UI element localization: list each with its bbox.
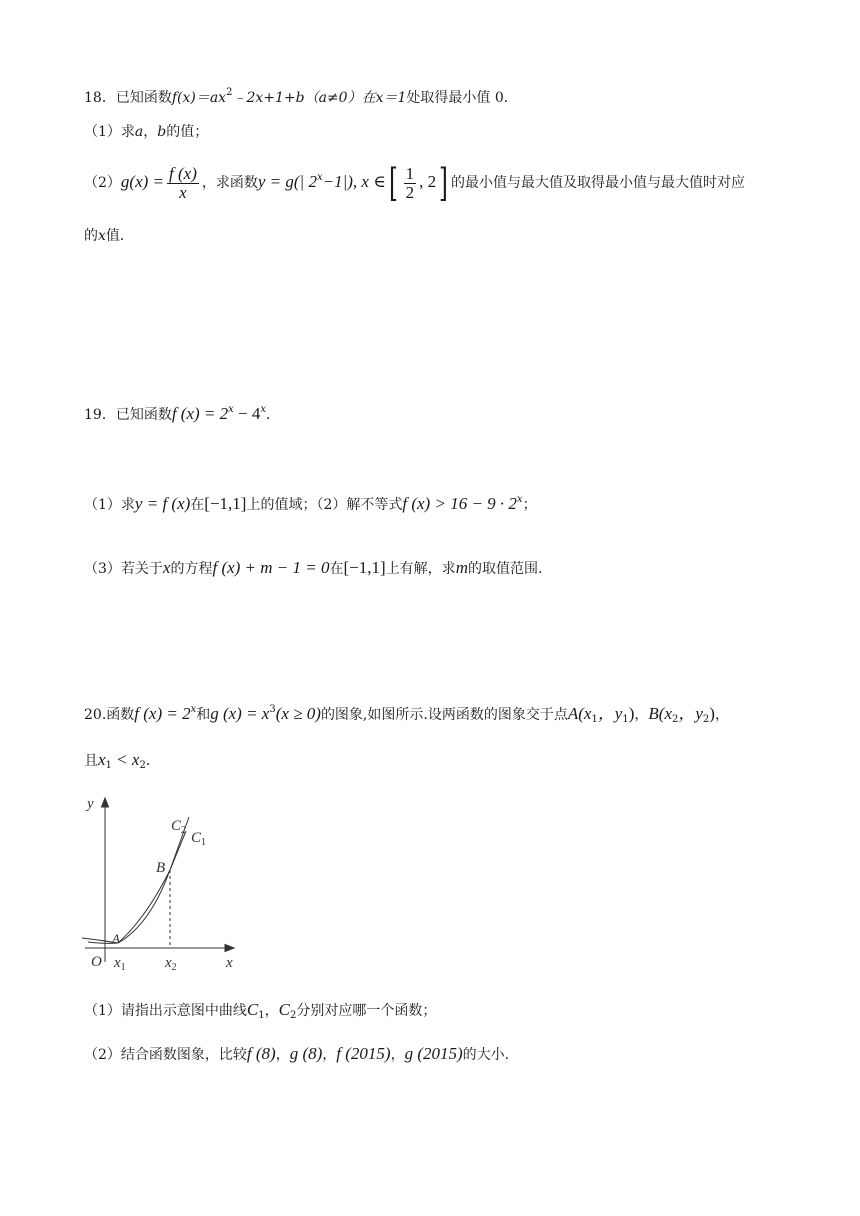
y-axis-arrow xyxy=(102,798,109,807)
q18-statement xyxy=(84,88,518,108)
x-axis-arrow xyxy=(225,945,234,952)
q19-part1-2: （1）求y = f (x)在[−1,1]上的值域；（2）解不等式f $(x) > 16 - 9 \cdot 2^x$； xyxy=(84,494,537,513)
q19-part3: （3）若关于x的方程f (x) + m − 1 = 0在[−1,1]上有解，求m的取值范围. xyxy=(84,558,543,577)
q20-part1: （1）请指出示意图中曲线$C_1$，$C_2$分别对应哪一个函数； xyxy=(84,1000,437,1021)
graph-c2-label: $C_2$ xyxy=(171,818,187,836)
curve-c2 xyxy=(88,817,189,943)
right-bracket: ] xyxy=(439,161,448,205)
q20-condition: 且$x_1 < x_2$． xyxy=(84,750,160,771)
q18-intro: 18．已知函数 xyxy=(84,90,172,106)
q20-statement: 20.函数f $(x) = 2^x$和g $(x) = x^3(x \ge 0)$的图象,如图所示.设两函数的图象交于点$A(x_1$，$y_1$)，$B(x_2$，$y_2$)， xyxy=(84,704,729,725)
graph-point-a-label: A xyxy=(112,931,120,946)
q18-function-rest: ﹣2x+1+b（a≠0）在 xyxy=(232,90,376,106)
q20-part2: （2）结合函数图象，比较f (8)，g (8)，f (2015)，g (2015)的大小. xyxy=(84,1044,510,1063)
q18-fraction: $\frac{f (x)}{x}$ xyxy=(169,163,197,202)
q18-half: $\frac{1}{2}$ xyxy=(405,163,415,202)
q18-exponent: 2 xyxy=(226,87,233,98)
q18-condition: 处取得最小值 0． xyxy=(406,90,518,106)
q18-x-value: x＝1 xyxy=(375,90,407,106)
graph-x-label: x xyxy=(226,955,233,971)
graph-c1-label: $C_1$ xyxy=(191,830,207,848)
q19-statement: 19．已知函数f $(x) = 2^x - 4^x$． xyxy=(84,404,281,423)
left-bracket: [ xyxy=(388,161,398,205)
q18-part2: （2）g(x) = $\frac{f (x)}{x}$ ，求函数y = g(| $2^x-1|$), x ∈[ $\frac{1}{2}$ , 2] 的最小值与最大值及取得最小值与最大值时对应 xyxy=(84,161,745,205)
q18-part1: （1）求a，b的值； xyxy=(84,124,209,140)
graph-point-b-label: B xyxy=(156,860,166,876)
q18-part2-cont: 的x值． xyxy=(84,228,134,244)
graph-origin-label: O xyxy=(91,954,102,970)
graph-y-label: y xyxy=(87,796,94,812)
function-graph xyxy=(80,790,250,975)
q18-function: f(x)＝ax xyxy=(171,90,227,106)
graph-x1-label: $x_1$ xyxy=(114,955,126,973)
graph-x2-label: $x_2$ xyxy=(165,955,177,973)
